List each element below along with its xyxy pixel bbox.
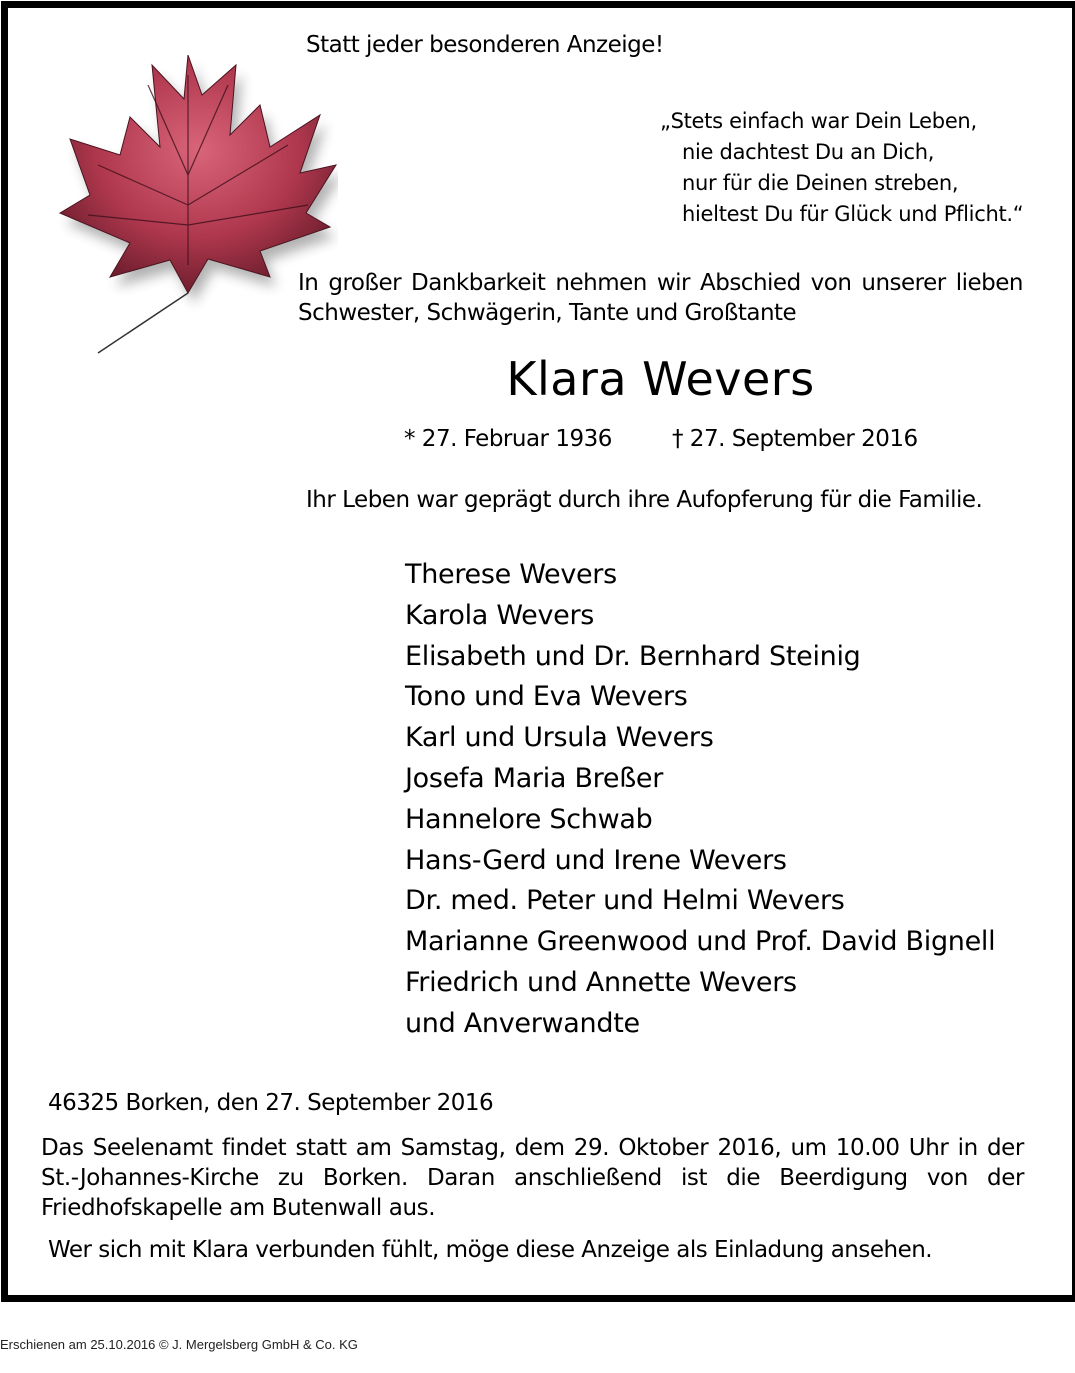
quote-line: hieltest Du für Glück und Pflicht.“ — [682, 202, 1024, 226]
quote-block — [660, 106, 1023, 230]
publication-footer: Erschienen am 25.10.2016 © J. Mergelsberg GmbH & Co. KG — [0, 1337, 358, 1352]
place-date: 46325 Borken, den 27. September 2016 — [48, 1090, 494, 1116]
service-details: Das Seelenamt findet statt am Samstag, dem 29. Oktober 2016, um 10.00 Uhr in der St.-Johannes-Kirche zu Borken. Daran anschließend ist die Beerdigung von der Friedhofskapelle am Butenwall aus. — [41, 1135, 1024, 1221]
mourner-name: Therese Wevers — [405, 559, 617, 590]
tribute-text: Ihr Leben war geprägt durch ihre Aufopferung für die Familie. — [306, 487, 983, 513]
mourner-name: und Anverwandte — [405, 1007, 640, 1039]
maple-leaf-icon — [38, 55, 338, 355]
mourner-name: Hannelore Schwab — [405, 803, 653, 835]
mourner-name: Tono und Eva Wevers — [405, 681, 688, 713]
mourner-name: Elisabeth und Dr. Bernhard Steinig — [405, 640, 861, 672]
mourner-name: Karl und Ursula Wevers — [405, 722, 714, 754]
mourner-name: Josefa Maria Breßer — [405, 762, 664, 794]
header-notice: Statt jeder besonderen Anzeige! — [306, 32, 664, 58]
mourner-name: Hans-Gerd und Irene Wevers — [405, 844, 787, 876]
quote-line: nie dachtest Du an Dich, — [682, 140, 935, 164]
quote-line: nur für die Deinen streben, — [682, 171, 959, 195]
deceased-name: Klara Wevers — [506, 352, 815, 406]
birth-date: * 27. Februar 1936 — [404, 426, 612, 452]
mourners-list — [405, 555, 995, 1045]
death-date: † 27. September 2016 — [672, 426, 918, 452]
mourner-name: Friedrich und Annette Wevers — [405, 966, 797, 998]
invitation-text: Wer sich mit Klara verbunden fühlt, möge diese Anzeige als Einladung ansehen. — [48, 1237, 933, 1263]
mourner-name: Karola Wevers — [405, 599, 595, 631]
intro-text: In großer Dankbarkeit nehmen wir Abschied von unserer lieben Schwester, Schwägerin, Tante und Großtante — [298, 270, 1023, 326]
mourner-name: Marianne Greenwood und Prof. David Bignell — [405, 926, 996, 958]
quote-line: „Stets einfach war Dein Leben, — [660, 109, 977, 133]
mourner-name: Dr. med. Peter und Helmi Wevers — [405, 885, 845, 917]
